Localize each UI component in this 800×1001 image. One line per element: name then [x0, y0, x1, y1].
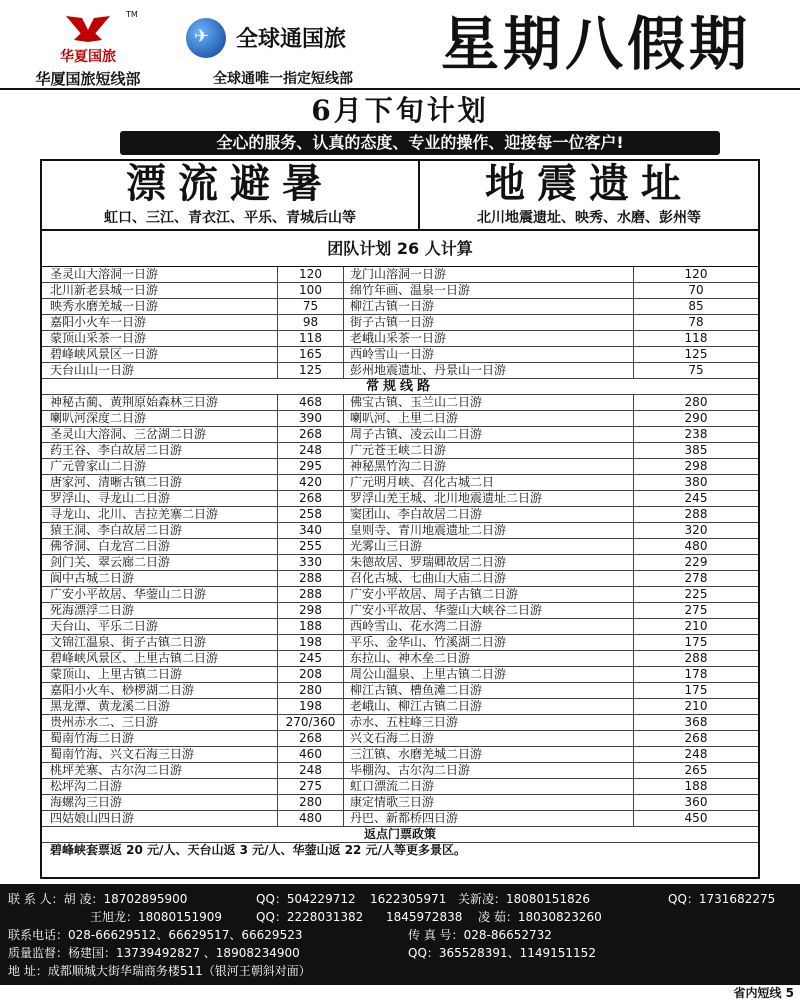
table-row: [42, 747, 758, 763]
tour-price-right: 120: [684, 267, 708, 281]
trademark-symbol: TM: [126, 10, 138, 19]
butterfly-logo-icon: [60, 12, 116, 48]
tour-name-right: 三江镇、水磨羌城二日游: [344, 747, 634, 762]
tour-price-left: 420: [278, 475, 344, 490]
table-header: 团队计划 26 人计算: [42, 231, 758, 267]
airplane-icon: ✈: [194, 26, 210, 47]
tour-name-right: 召化古城、七曲山大庙二日游: [344, 571, 634, 586]
tour-price-left: 245: [278, 651, 344, 666]
tour-price-right: 188: [684, 779, 708, 793]
promo-earthquake-title: 地震遗址: [485, 160, 693, 207]
tour-price-left: 248: [278, 763, 344, 778]
table-row: [42, 411, 758, 427]
tour-price-right: 298: [684, 459, 708, 473]
tour-price-right: 268: [684, 731, 708, 745]
tour-price-left: 125: [278, 363, 344, 378]
tour-name-left: 寻龙山、北川、吉拉羌寨二日游: [42, 507, 278, 522]
tour-name-right: 喇叭河、上里二日游: [344, 411, 634, 426]
tour-name-right: 兴文石海二日游: [344, 731, 634, 746]
table-row: [42, 715, 758, 731]
contact-phone: 联系电话：028-66629512、66629517、66629523: [8, 928, 303, 942]
tour-name-left: 药王谷、李白故居二日游: [42, 443, 278, 458]
tour-name-right: 东拉山、神木垒二日游: [344, 651, 634, 666]
tour-price-right: 280: [684, 395, 708, 409]
tour-price-left: 288: [278, 587, 344, 602]
tour-price-left: 75: [278, 299, 344, 314]
tour-price-right: 175: [684, 635, 708, 649]
tour-price-left: 460: [278, 747, 344, 762]
table-row: [42, 587, 758, 603]
tour-name-right: 广安小平故居、华蓥山大峡谷二日游: [344, 603, 634, 618]
tour-name-left: 神秘古蔺、黄荆原始森林三日游: [42, 395, 278, 410]
quanqiutong-subtitle: 全球通唯一指定短线部: [213, 71, 353, 87]
table-row: [42, 667, 758, 683]
tour-name-left: 天台山山一日游: [42, 363, 278, 378]
tour-price-right: 320: [684, 523, 708, 537]
quality-supervisor-qq: QQ：365528391、1149151152: [408, 946, 596, 960]
tour-name-left: 唐家河、清晰古镇二日游: [42, 475, 278, 490]
tour-price-left: 330: [278, 555, 344, 570]
tour-name-right: 罗浮山羌王城、北川地震遗址二日游: [344, 491, 634, 506]
tour-name-right: 窦团山、李白故居二日游: [344, 507, 634, 522]
tour-price-right: 245: [684, 491, 708, 505]
tour-price-left: 390: [278, 411, 344, 426]
main-title: 星期八假期: [440, 10, 751, 78]
footer: [0, 984, 800, 1000]
tour-name-left: 喇叭河深度二日游: [42, 411, 278, 426]
tour-price-left: 280: [278, 795, 344, 810]
huaxia-brand-name: 华夏国旅: [60, 49, 116, 65]
tour-name-left: 海螺沟三日游: [42, 795, 278, 810]
quanqiutong-brand-name: 全球通国旅: [236, 27, 347, 52]
tour-name-right: 丹巴、新都桥四日游: [344, 811, 634, 826]
contact-line-5: [8, 962, 792, 980]
contact-wang-xulong-qq: QQ：2228031382: [256, 910, 364, 924]
table-row: [42, 283, 758, 299]
tour-price-left: 258: [278, 507, 344, 522]
tour-name-right: 虹口漂流二日游: [344, 779, 634, 794]
promo-rafting-title: 漂流避暑: [126, 160, 334, 207]
tour-name-right: 毕棚沟、古尔沟二日游: [344, 763, 634, 778]
tour-price-left: 165: [278, 347, 344, 362]
tour-price-right: 288: [684, 651, 708, 665]
tour-name-right: 广元明月峡、召化古城二日: [344, 475, 634, 490]
tour-price-left: 298: [278, 603, 344, 618]
table-row: [42, 571, 758, 587]
table-row: [42, 507, 758, 523]
plan-title: 6月下旬计划: [311, 94, 489, 127]
tour-name-left: 天台山、平乐二日游: [42, 619, 278, 634]
tour-price-right: 229: [684, 555, 708, 569]
tour-name-left: 映秀水磨羌城一日游: [42, 299, 278, 314]
table-row: [42, 427, 758, 443]
tour-price-right: 450: [684, 811, 708, 825]
tour-name-right: 神秘黑竹沟二日游: [344, 459, 634, 474]
tour-name-right: 光雾山三日游: [344, 539, 634, 554]
tour-price-right: 385: [684, 443, 708, 457]
huaxia-logo: [8, 4, 168, 88]
tour-name-left: 罗浮山、寻龙山二日游: [42, 491, 278, 506]
table-row: [42, 603, 758, 619]
tour-price-right: 380: [684, 475, 708, 489]
tour-name-left: 文锦江温泉、街子古镇二日游: [42, 635, 278, 650]
tour-name-right: 周子古镇、凌云山二日游: [344, 427, 634, 442]
tour-price-right: 290: [684, 411, 708, 425]
quality-supervisor: 质量监督：杨建国：13739492827 、18908234900: [8, 946, 300, 960]
tour-name-left: 圣灵山大溶洞一日游: [42, 267, 278, 282]
tour-name-left: 贵州赤水二、三日游: [42, 715, 278, 730]
table-row: [42, 619, 758, 635]
tour-name-right: 绵竹年画、温泉一日游: [344, 283, 634, 298]
tour-price-right: 288: [684, 507, 708, 521]
policy-title: 返点门票政策: [42, 827, 758, 843]
table-row: [42, 683, 758, 699]
tour-price-left: 280: [278, 683, 344, 698]
regular-tour-list: [42, 395, 758, 827]
tour-price-left: 288: [278, 571, 344, 586]
tour-name-right: 柳江古镇一日游: [344, 299, 634, 314]
table-row: [42, 731, 758, 747]
page-number: 省内短线 5: [733, 986, 794, 1000]
quanqiutong-logo: [178, 4, 388, 88]
table-row: [42, 699, 758, 715]
contact-hu-ling: 联 系 人：胡 凌：18702895900: [8, 892, 188, 906]
tour-name-left: 黑龙潭、黄龙溪二日游: [42, 699, 278, 714]
table-row: [42, 443, 758, 459]
tour-name-right: 彭州地震遗址、丹景山一日游: [344, 363, 634, 378]
promo-earthquake-subtitle: 北川地震遗址、映秀、水磨、彭州等: [477, 210, 701, 226]
tour-table: [40, 231, 760, 879]
tour-price-right: 178: [684, 667, 708, 681]
tour-price-right: 368: [684, 715, 708, 729]
tour-name-right: 赤水、五柱峰三日游: [344, 715, 634, 730]
table-row: [42, 395, 758, 411]
tour-price-left: 270/360: [278, 715, 344, 730]
tour-price-right: 78: [688, 315, 704, 329]
tour-name-left: 四姑娘山四日游: [42, 811, 278, 826]
tour-name-left: 猿王洞、李白故居二日游: [42, 523, 278, 538]
tour-price-left: 340: [278, 523, 344, 538]
tour-price-left: 295: [278, 459, 344, 474]
contact-fax: 传 真 号：028-86652732: [408, 928, 552, 942]
tour-name-left: 广元曾家山二日游: [42, 459, 278, 474]
tour-price-left: 208: [278, 667, 344, 682]
tour-name-left: 佛爷洞、白龙宫二日游: [42, 539, 278, 554]
tour-name-right: 皇则寺、青川地震遗址二日游: [344, 523, 634, 538]
contact-block: [0, 884, 800, 984]
table-row: [42, 555, 758, 571]
tour-price-left: 255: [278, 539, 344, 554]
tour-price-right: 480: [684, 539, 708, 553]
promo-earthquake: [420, 159, 760, 231]
slogan-banner: 全心的服务、认真的态度、专业的操作、迎接每一位客户!: [120, 131, 720, 155]
tour-price-left: 100: [278, 283, 344, 298]
contact-guan-xinling: 关新凌：18080151826: [458, 892, 590, 906]
contact-hu-ling-qq: QQ：504229712: [256, 892, 356, 906]
tour-name-left: 死海漂浮二日游: [42, 603, 278, 618]
contact-line-4: [8, 944, 792, 962]
tour-name-right: 广安小平故居、周子古镇二日游: [344, 587, 634, 602]
table-row: [42, 315, 758, 331]
tour-price-left: 188: [278, 619, 344, 634]
tour-name-right: 老峨山采茶一日游: [344, 331, 634, 346]
table-row: [42, 363, 758, 379]
regular-routes-title: 常规线路: [42, 379, 758, 395]
table-row: [42, 539, 758, 555]
table-row: [42, 331, 758, 347]
tour-price-right: 210: [684, 619, 708, 633]
table-row: [42, 267, 758, 283]
contact-line-3: [8, 926, 792, 944]
table-row: [42, 299, 758, 315]
tour-name-right: 广元苍王峡二日游: [344, 443, 634, 458]
tour-price-left: 268: [278, 731, 344, 746]
tour-name-right: 柳江古镇、槽鱼滩二日游: [344, 683, 634, 698]
tour-price-right: 75: [688, 363, 704, 377]
tour-price-right: 85: [688, 299, 704, 313]
tour-price-left: 118: [278, 331, 344, 346]
tour-name-right: 平乐、金华山、竹溪湖二日游: [344, 635, 634, 650]
tour-name-right: 康定情歌三日游: [344, 795, 634, 810]
table-row: [42, 795, 758, 811]
tour-name-right: 老峨山、柳江古镇二日游: [344, 699, 634, 714]
tour-name-left: 松坪沟二日游: [42, 779, 278, 794]
tour-name-right: 周公山温泉、上里古镇二日游: [344, 667, 634, 682]
table-row: [42, 651, 758, 667]
tour-price-left: 198: [278, 635, 344, 650]
contact-guan-xinling-qq: QQ：1731682275: [668, 892, 776, 906]
promo-rafting: [40, 159, 420, 231]
tour-name-left: 蜀南竹海、兴文石海三日游: [42, 747, 278, 762]
table-row: [42, 347, 758, 363]
policy-text: 碧峰峡套票返 20 元/人、天台山返 3 元/人、华蓥山返 22 元/人等更多景区。: [50, 843, 466, 857]
tour-price-right: 70: [688, 283, 704, 297]
tour-price-right: 125: [684, 347, 708, 361]
tour-name-left: 北川新老县城一日游: [42, 283, 278, 298]
tour-name-left: 圣灵山大溶洞、三岔湖二日游: [42, 427, 278, 442]
group-tour-list: [42, 267, 758, 379]
tour-name-left: 阆中古城二日游: [42, 571, 278, 586]
tour-price-left: 248: [278, 443, 344, 458]
huaxia-subtitle: 华厦国旅短线部: [35, 70, 141, 88]
contact-address: 地 址：成都顺城大街华瑞商务楼511（银河王朝斜对面）: [8, 964, 311, 978]
tour-name-left: 嘉阳小火车一日游: [42, 315, 278, 330]
contact-wang-xulong: 王旭龙：18080151909: [90, 910, 222, 924]
tour-name-right: 佛宝古镇、玉兰山二日游: [344, 395, 634, 410]
tour-name-right: 西岭雪山一日游: [344, 347, 634, 362]
tour-name-left: 碧峰峡风景区、上里古镇二日游: [42, 651, 278, 666]
contact-hu-ling-qq2: 1622305971: [370, 892, 447, 906]
table-row: [42, 763, 758, 779]
table-row: [42, 779, 758, 795]
contact-wang-xulong-qq2: 1845972838: [386, 910, 463, 924]
promo-rafting-subtitle: 虹口、三江、青衣江、平乐、青城后山等: [104, 210, 356, 226]
tour-name-right: 龙门山溶洞一日游: [344, 267, 634, 282]
table-row: [42, 635, 758, 651]
tour-name-left: 蜀南竹海二日游: [42, 731, 278, 746]
tour-price-right: 265: [684, 763, 708, 777]
tour-name-left: 嘉阳小火车、桫椤湖二日游: [42, 683, 278, 698]
tour-name-left: 碧峰峡风景区一日游: [42, 347, 278, 362]
tour-price-right: 238: [684, 427, 708, 441]
tour-price-left: 275: [278, 779, 344, 794]
tour-price-left: 268: [278, 427, 344, 442]
tour-price-right: 175: [684, 683, 708, 697]
tour-price-right: 275: [684, 603, 708, 617]
tour-name-left: 桃坪羌寨、古尔沟二日游: [42, 763, 278, 778]
contact-line-2: [8, 908, 792, 926]
table-row: [42, 459, 758, 475]
tour-price-right: 360: [684, 795, 708, 809]
table-row: [42, 811, 758, 827]
tour-price-left: 198: [278, 699, 344, 714]
contact-line-1: [8, 890, 792, 908]
tour-price-right: 118: [684, 331, 708, 345]
table-row: [42, 491, 758, 507]
tour-name-left: 广安小平故居、华蓥山二日游: [42, 587, 278, 602]
tour-name-left: 蒙顶山采茶一日游: [42, 331, 278, 346]
header: [0, 0, 800, 90]
tour-name-left: 蒙顶山、上里古镇二日游: [42, 667, 278, 682]
tour-price-left: 98: [278, 315, 344, 330]
tour-price-right: 278: [684, 571, 708, 585]
tour-name-right: 朱德故居、罗瑞卿故居二日游: [344, 555, 634, 570]
tour-price-left: 480: [278, 811, 344, 826]
tour-name-right: 街子古镇一日游: [344, 315, 634, 330]
tour-price-right: 210: [684, 699, 708, 713]
tour-price-left: 120: [278, 267, 344, 282]
tour-price-right: 225: [684, 587, 708, 601]
tour-price-right: 248: [684, 747, 708, 761]
table-row: [42, 475, 758, 491]
contact-ling-ru: 凌 茹：18030823260: [478, 910, 602, 924]
tour-name-left: 剑门关、翠云廊二日游: [42, 555, 278, 570]
tour-price-left: 468: [278, 395, 344, 410]
tour-name-right: 西岭雪山、花水湾二日游: [344, 619, 634, 634]
table-row: [42, 523, 758, 539]
tour-price-left: 268: [278, 491, 344, 506]
